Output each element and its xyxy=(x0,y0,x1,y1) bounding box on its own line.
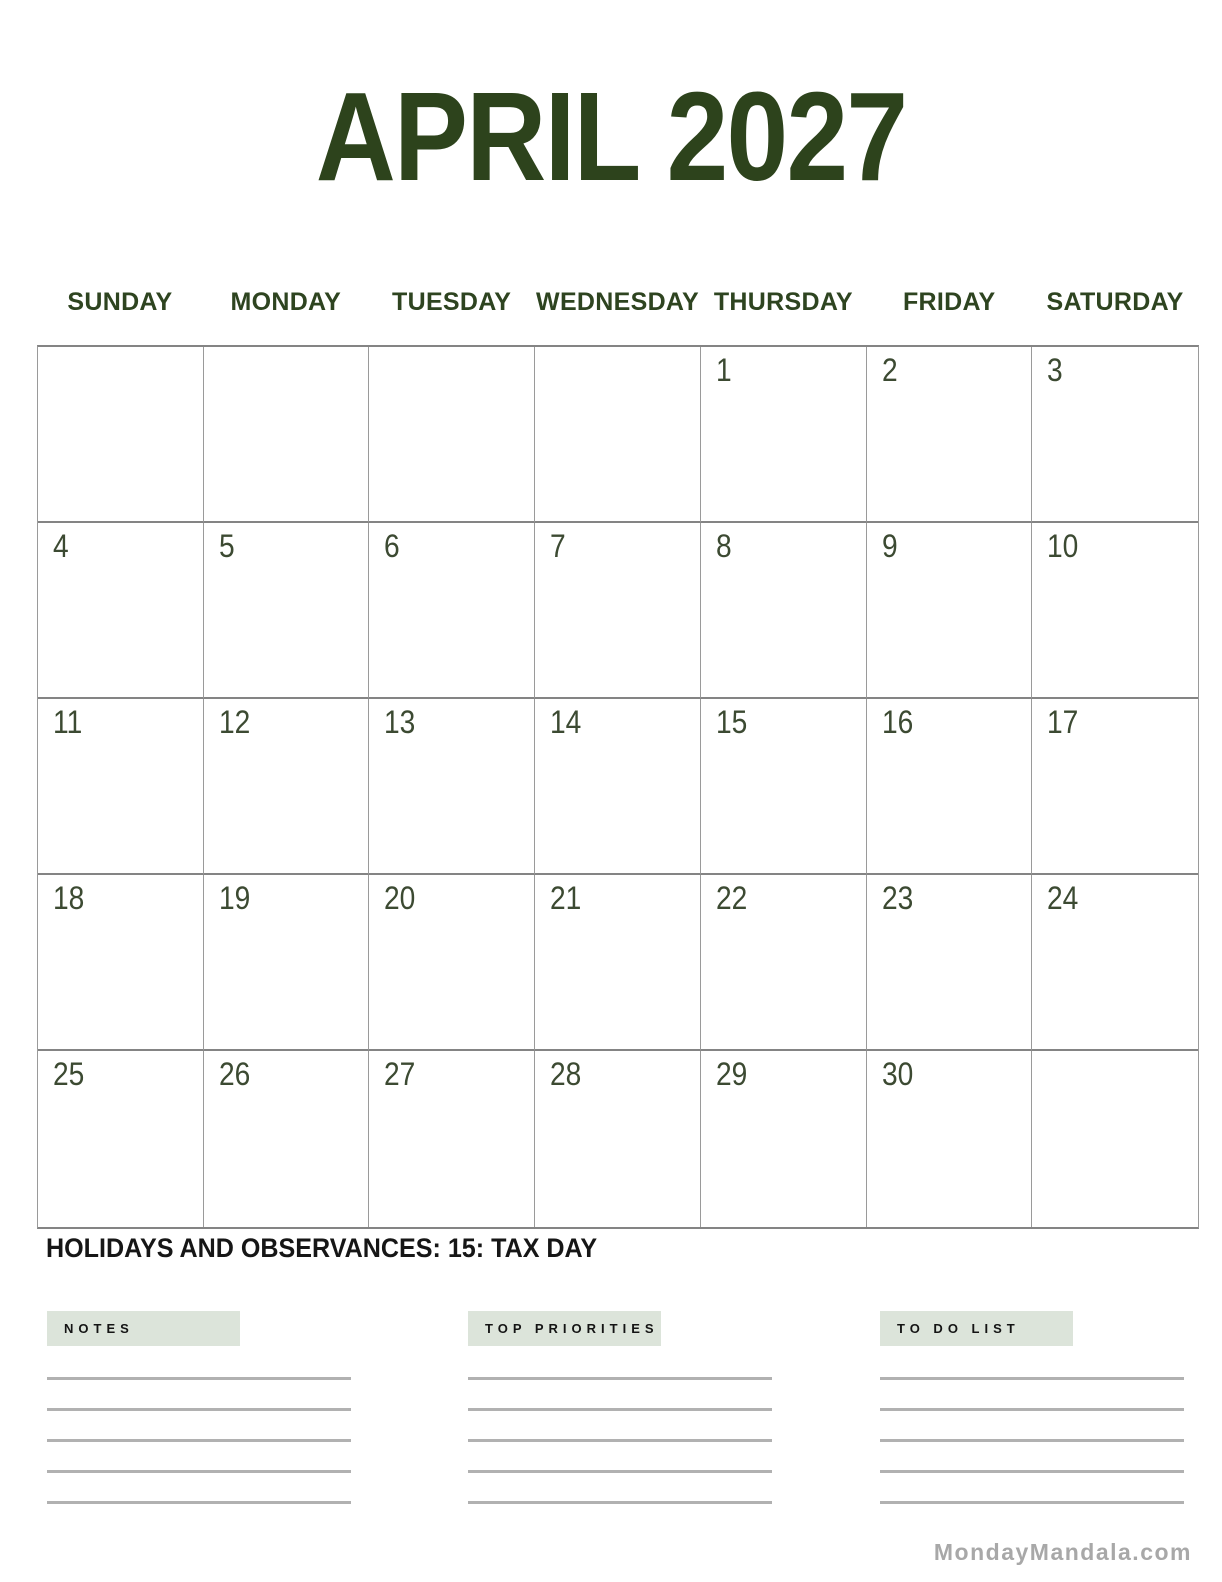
weekday-label: THURSDAY xyxy=(713,288,853,316)
calendar-cell xyxy=(535,875,701,1051)
calendar-cell xyxy=(867,1051,1033,1227)
date-number: 25 xyxy=(53,1056,85,1092)
calendar-cell xyxy=(369,699,535,875)
calendar-cell xyxy=(701,523,867,699)
calendar-cell xyxy=(701,699,867,875)
page-title: APRIL 2027 xyxy=(315,66,907,207)
notes-header-box xyxy=(47,1311,240,1346)
date-number: 17 xyxy=(1047,704,1079,740)
date-number: 30 xyxy=(881,1056,913,1092)
calendar-cell xyxy=(535,347,701,523)
to-do-list-section xyxy=(880,1311,1184,1532)
to-do-list-ruled-lines xyxy=(880,1377,1184,1504)
calendar-cell xyxy=(38,523,204,699)
date-number: 11 xyxy=(53,704,83,740)
calendar-cell xyxy=(369,523,535,699)
calendar-cell xyxy=(38,1051,204,1227)
date-number: 12 xyxy=(218,704,251,740)
calendar-cell xyxy=(38,347,204,523)
date-number: 27 xyxy=(384,1056,416,1092)
ruled-line xyxy=(468,1501,772,1504)
top-priorities-header-box xyxy=(468,1311,661,1346)
date-number: 15 xyxy=(715,704,748,740)
calendar-cell xyxy=(701,347,867,523)
calendar-cell xyxy=(867,699,1033,875)
weekday-label: SATURDAY xyxy=(1046,288,1184,316)
calendar-cell xyxy=(701,1051,867,1227)
date-number: 22 xyxy=(715,880,748,916)
calendar-cell xyxy=(535,699,701,875)
date-number: 24 xyxy=(1047,880,1079,916)
ruled-line xyxy=(47,1470,351,1473)
date-number: 26 xyxy=(218,1056,251,1092)
ruled-line xyxy=(880,1501,1184,1504)
weekday-label: FRIDAY xyxy=(902,288,996,316)
date-number: 3 xyxy=(1047,352,1063,388)
ruled-line xyxy=(468,1439,772,1442)
ruled-line xyxy=(468,1470,772,1473)
notes-section xyxy=(47,1311,351,1532)
calendar-cell xyxy=(204,699,370,875)
date-number: 28 xyxy=(550,1056,582,1092)
calendar-cell xyxy=(867,523,1033,699)
calendar-grid xyxy=(37,345,1199,1229)
top-priorities-ruled-lines xyxy=(468,1377,772,1504)
ruled-line xyxy=(880,1439,1184,1442)
ruled-line xyxy=(880,1408,1184,1411)
site-credit: MondayMandala.com xyxy=(933,1539,1192,1565)
date-number: 5 xyxy=(218,528,235,564)
weekday-label: WEDNESDAY xyxy=(536,288,699,316)
ruled-line xyxy=(47,1439,351,1442)
calendar-cell xyxy=(535,1051,701,1227)
date-number: 19 xyxy=(218,880,251,916)
date-number: 6 xyxy=(384,528,401,564)
weekday-label: MONDAY xyxy=(230,288,342,316)
date-number: 2 xyxy=(881,352,898,388)
notes-label: NOTES xyxy=(64,1321,134,1336)
top-priorities-section xyxy=(468,1311,772,1532)
date-number: 23 xyxy=(881,880,913,916)
calendar-cell xyxy=(38,875,204,1051)
calendar-cell xyxy=(369,1051,535,1227)
date-number: 16 xyxy=(881,704,913,740)
ruled-line xyxy=(880,1377,1184,1380)
notes-ruled-lines xyxy=(47,1377,351,1504)
date-number: 4 xyxy=(53,528,69,564)
ruled-line xyxy=(47,1408,351,1411)
calendar-cell xyxy=(1032,1051,1198,1227)
calendar-cell xyxy=(535,523,701,699)
ruled-line xyxy=(468,1377,772,1380)
weekday-header-row xyxy=(37,288,1198,316)
date-number: 9 xyxy=(881,528,898,564)
weekday-label: TUESDAY xyxy=(392,288,512,316)
calendar-cell xyxy=(867,875,1033,1051)
calendar-cell xyxy=(701,875,867,1051)
calendar-cell xyxy=(1032,699,1198,875)
date-number: 14 xyxy=(550,704,582,740)
calendar-cell xyxy=(204,875,370,1051)
date-number: 20 xyxy=(384,880,416,916)
date-number: 10 xyxy=(1047,528,1079,564)
date-number: 21 xyxy=(550,880,582,916)
calendar-cell xyxy=(1032,523,1198,699)
calendar-cell xyxy=(204,1051,370,1227)
date-number: 1 xyxy=(715,352,732,388)
date-number: 7 xyxy=(550,528,566,564)
calendar-cell xyxy=(204,347,370,523)
weekday-label: SUNDAY xyxy=(67,288,173,316)
date-number: 13 xyxy=(384,704,416,740)
holidays-note: HOLIDAYS AND OBSERVANCES: 15: TAX DAY xyxy=(46,1233,598,1263)
date-number: 18 xyxy=(53,880,85,916)
ruled-line xyxy=(47,1501,351,1504)
calendar-cell xyxy=(1032,347,1198,523)
calendar-cell xyxy=(369,875,535,1051)
calendar-cell xyxy=(38,699,204,875)
calendar-cell xyxy=(1032,875,1198,1051)
ruled-line xyxy=(47,1377,351,1380)
top-priorities-label: TOP PRIORITIES xyxy=(485,1321,659,1336)
ruled-line xyxy=(880,1470,1184,1473)
to-do-list-header-box xyxy=(880,1311,1073,1346)
calendar-cell xyxy=(369,347,535,523)
ruled-line xyxy=(468,1408,772,1411)
calendar-cell xyxy=(204,523,370,699)
date-number: 8 xyxy=(715,528,732,564)
to-do-list-label: TO DO LIST xyxy=(897,1321,1020,1336)
calendar-cell xyxy=(867,347,1033,523)
date-number: 29 xyxy=(715,1056,748,1092)
